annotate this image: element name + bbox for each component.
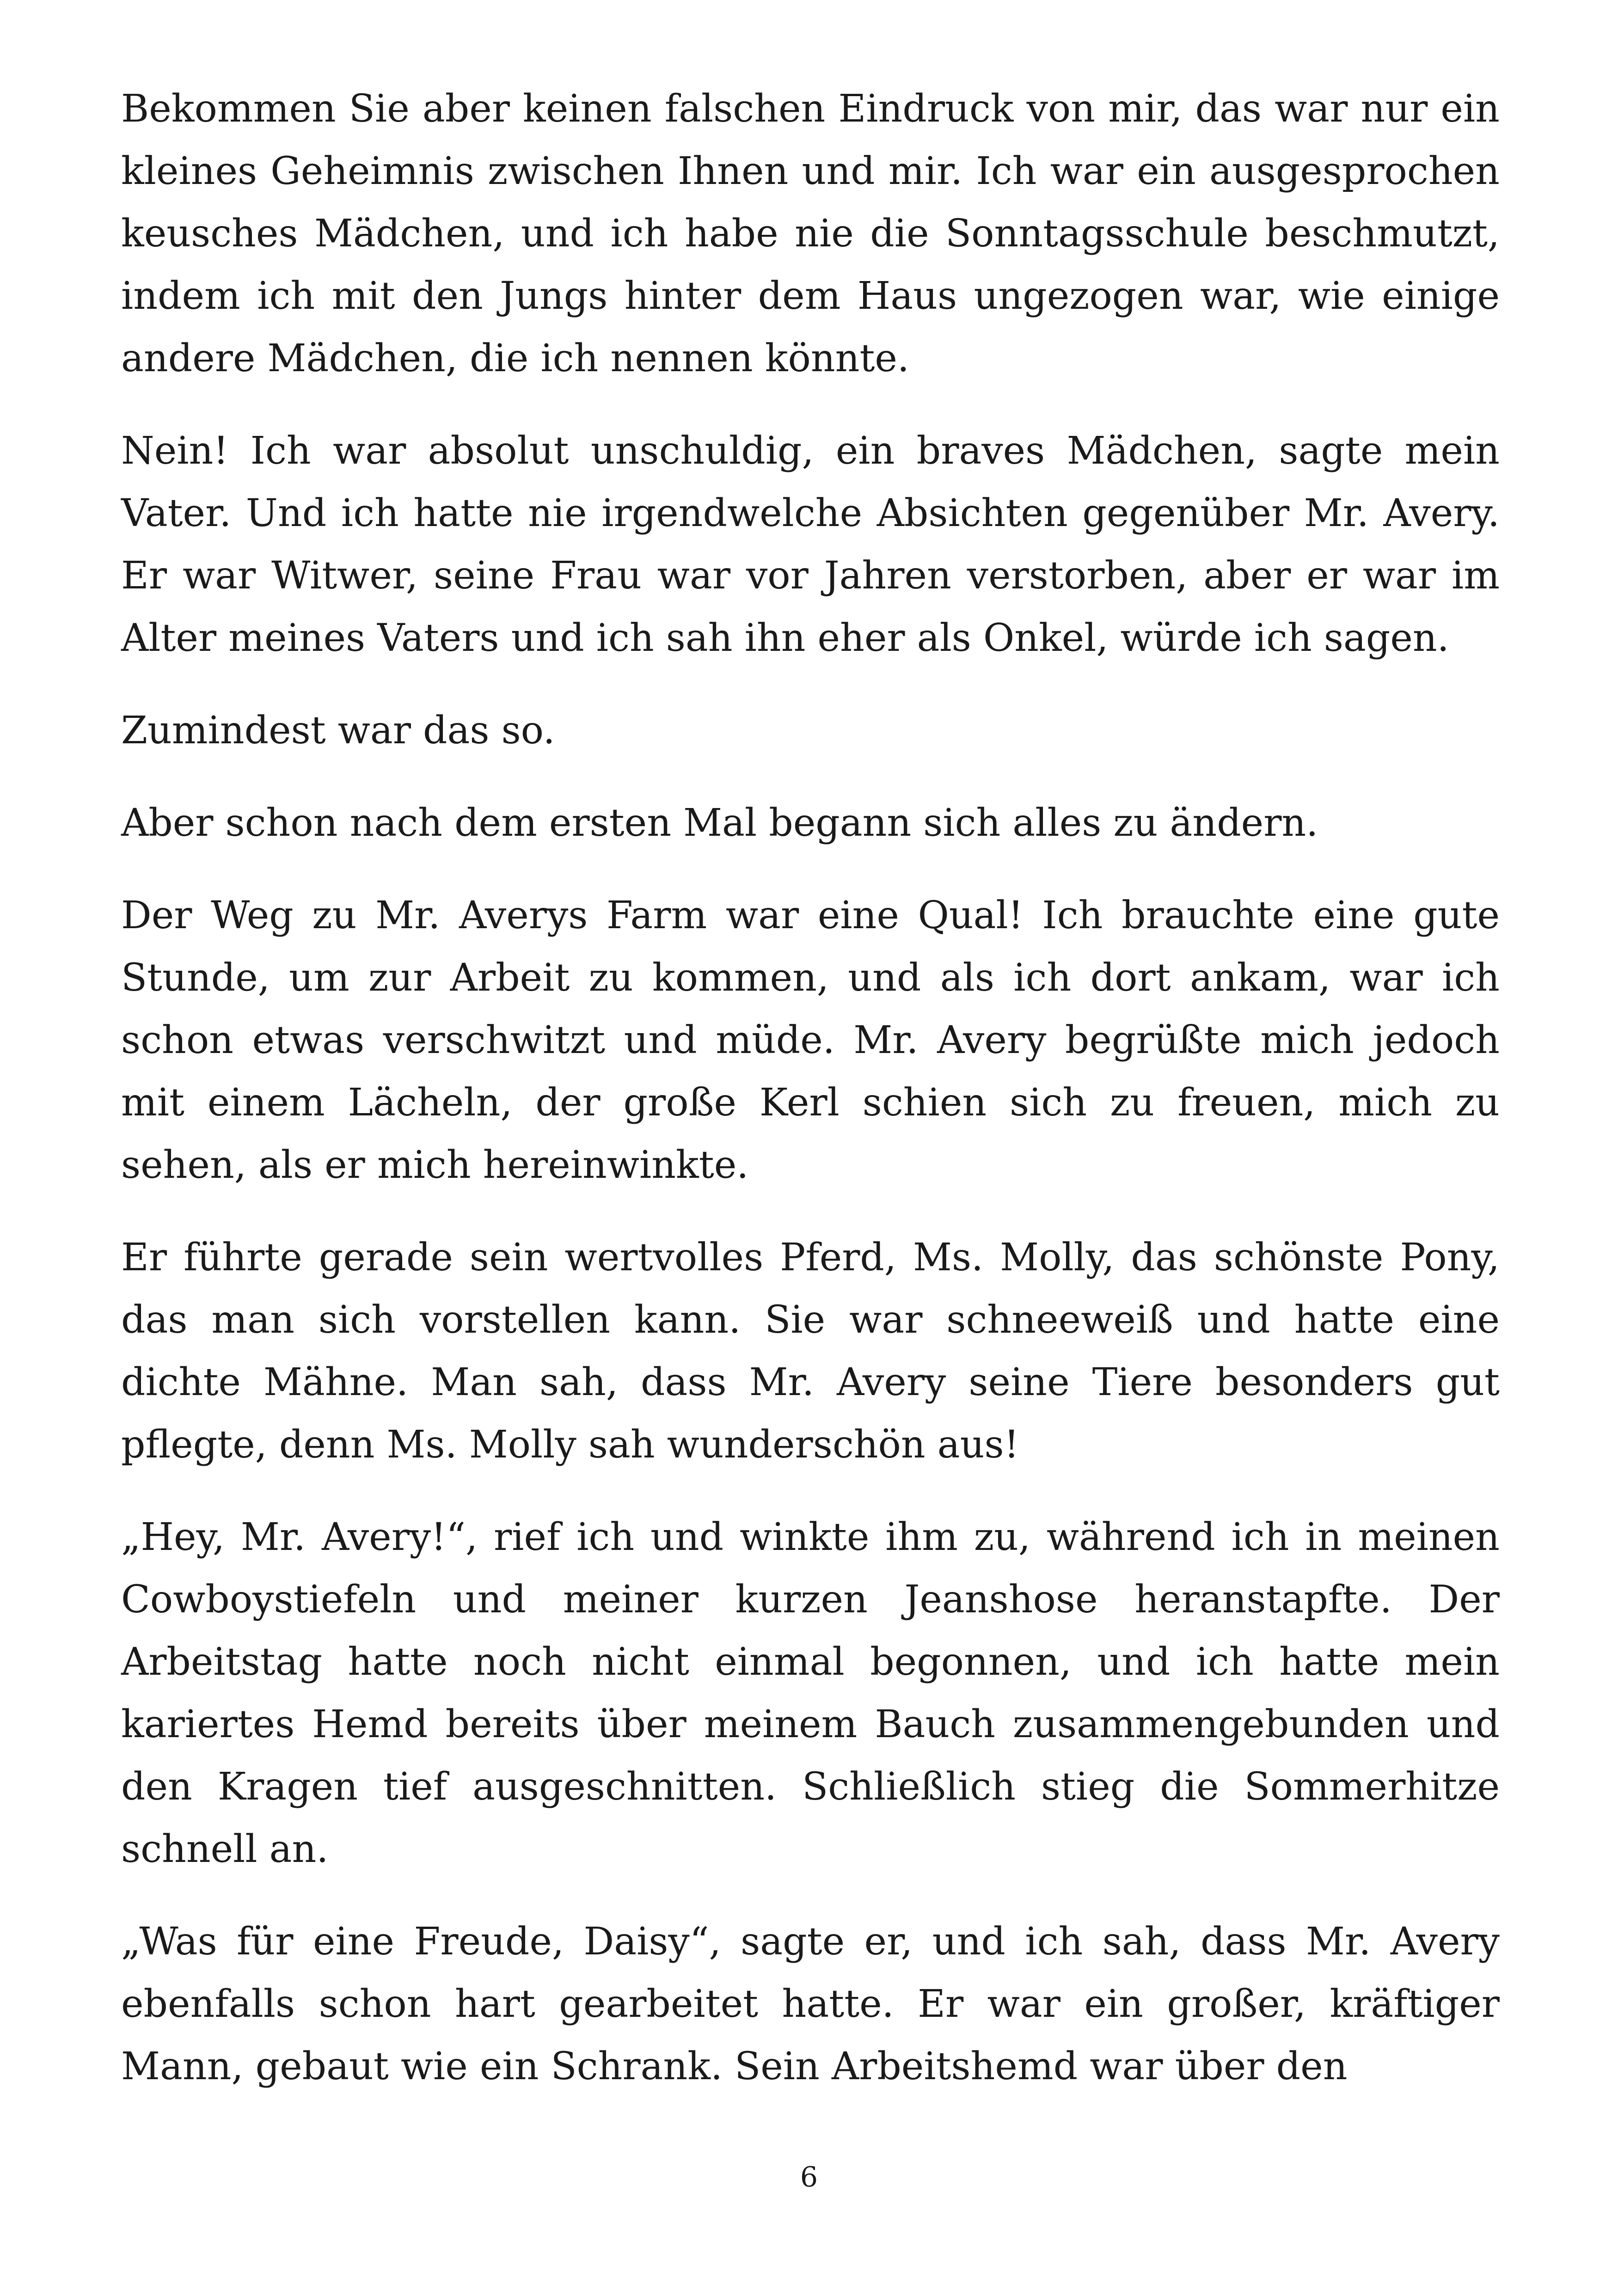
paragraph-4: Aber schon nach dem ersten Mal begann sich alles zu ändern. — [121, 801, 1318, 845]
paragraph-2: Nein! Ich war absolut unschuldig, ein braves Mädchen, sagte mein Vater. Und ich hatte nie irgendwelche Absichten gegenüber Mr. Avery. Er war Witwer, seine Frau war vor Jahren verstorben, aber er war im Alter meines Vaters und ich sah ihn eher als Onkel, würde ich sagen. — [121, 429, 1500, 660]
page-body — [121, 78, 1500, 2128]
page-number: 6 — [800, 2161, 818, 2193]
paragraph-7: „Hey, Mr. Avery!“, rief ich und winkte ihm zu, während ich in meinen Cowboystiefeln und meiner kurzen Jeanshose heranstapfte. Der Arbeitstag hatte noch nicht einmal begonnen, und ich hatte mein kariertes Hemd bereits über meinem Bauch zusammengebunden und den Kragen tief ausgeschnitten. Schließlich stieg die Sommerhitze schnell an. — [121, 1515, 1500, 1871]
paragraph-3: Zumindest war das so. — [121, 709, 555, 753]
paragraph-8: „Was für eine Freude, Daisy“, sagte er, und ich sah, dass Mr. Avery ebenfalls schon hart gearbeitet hatte. Er war ein großer, kräftiger Mann, gebaut wie ein Schrank. Sein Arbeitshemd war über den — [121, 1920, 1500, 2088]
paragraph-6: Er führte gerade sein wertvolles Pferd, Ms. Molly, das schönste Pony, das man sich vorstellen kann. Sie war schneeweiß und hatte eine dichte Mähne. Man sah, dass Mr. Avery seine Tiere besonders gut pflegte, denn Ms. Molly sah wunderschön aus! — [121, 1236, 1500, 1467]
paragraph-5: Der Weg zu Mr. Averys Farm war eine Qual! Ich brauchte eine gute Stunde, um zur Arbeit zu kommen, und als ich dort ankam, war ich schon etwas verschwitzt und müde. Mr. Avery begrüßte mich jedoch mit einem Lächeln, der große Kerl schien sich zu freuen, mich zu sehen, als er mich hereinwinkte. — [121, 894, 1500, 1187]
paragraph-1: Bekommen Sie aber keinen falschen Eindruck von mir, das war nur ein kleines Geheimnis zwischen Ihnen und mir. Ich war ein ausgesprochen keusches Mädchen, und ich habe nie die Sonntagsschule beschmutzt, indem ich mit den Jungs hinter dem Haus ungezogen war, wie einige andere Mädchen, die ich nennen könnte. — [121, 87, 1500, 380]
